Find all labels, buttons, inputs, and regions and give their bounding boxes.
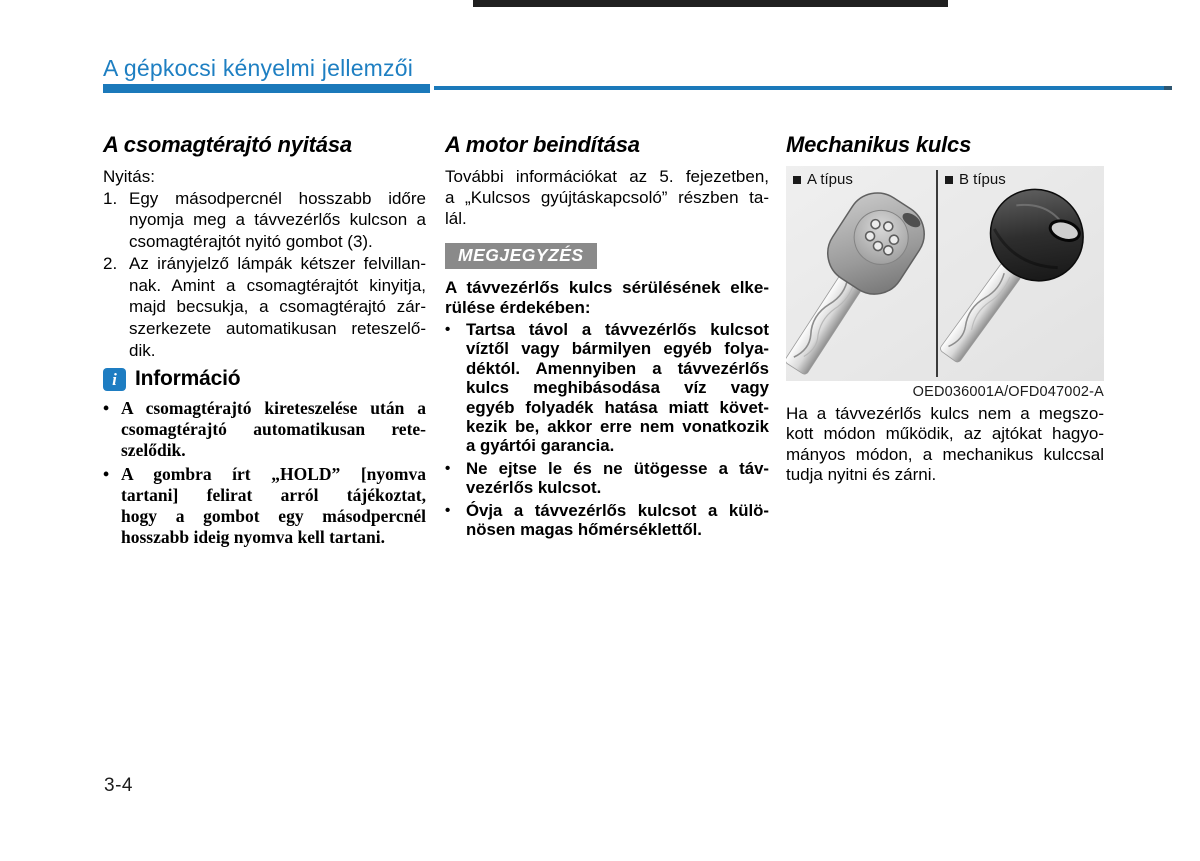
notice-bullet-text: Ne ejtse le és ne ütögesse a táv- vezérlős kulcsot. — [466, 458, 769, 498]
info-section — [103, 367, 426, 548]
key-types-illustration — [786, 166, 1104, 381]
header-rule-thick — [103, 84, 430, 93]
chapter-title: A gépkocsi kényelmi jellemzői — [103, 55, 414, 81]
page-number: 3-4 — [104, 775, 133, 796]
figure-label-text: A típus — [807, 171, 853, 188]
step-text: Egy másodpercnél hosszabb időre nyomja meg a távvezérlős kulcson a csomagtérajtót nyitó gombot (3). — [129, 188, 426, 252]
square-bullet-icon — [945, 176, 953, 184]
column-engine-start — [445, 132, 769, 542]
figure-caption: OED036001A/OFD047002-A — [912, 384, 1104, 400]
info-bullet-text: A gombra írt „HOLD” [nyomva tartani] felirat arról tájékoztat, hogy a gombot egy másodpercnél hosszabb ideig nyomva kell tartani. — [121, 464, 426, 548]
step-number: 2. — [103, 253, 118, 273]
bullet-icon: • — [445, 501, 451, 519]
bullet-icon: • — [445, 459, 451, 477]
notice-bullet-item — [445, 320, 769, 456]
notice-bullet-text: Tartsa távol a távvezérlős kulcsot víztől vagy bármilyen egyéb folya- déktól. Amennyiben a távvezérlős kulcs meghibásodása víz vagy egyéb folyadék hatása miatt követ- kezik be, akkor erre nem vonatkozik a gyártói garancia. — [466, 320, 769, 456]
bullet-icon: • — [103, 464, 110, 485]
chapter-index-bar — [473, 0, 948, 7]
bullet-icon: • — [103, 398, 110, 419]
square-bullet-icon — [793, 176, 801, 184]
step-text: Az irányjelző lámpák kétszer felvillan- nak. Amint a csomagtérajtót kinyitja, majd becsukja, a csomagtérajtó zár- szerkezete automatikusan reteszelő- dik. — [129, 253, 426, 360]
notice-bullet-item — [445, 459, 769, 498]
mechanical-key-paragraph: Ha a távvezérlős kulcs nem a megszo- kott módon működik, az ajtókat hagyo- mányos módon, a mechanikus kulccsal tudja nyitni és zárni. — [786, 404, 1104, 484]
info-bullet-item — [103, 464, 426, 548]
header-rule-thin — [434, 86, 1172, 90]
key-types-figure — [786, 166, 1104, 381]
column-trunk-opening — [103, 132, 426, 551]
engine-paragraph: További információkat az 5. fejezetben, a „Kulcsos gyújtáskapcsoló” részben ta- lál. — [445, 167, 769, 228]
info-icon: i — [103, 368, 126, 391]
bullet-icon: • — [445, 321, 451, 338]
notice-bullet-text: Óvja a távvezérlős kulcsot a külö- nösen magas hőmérséklettől. — [466, 500, 769, 540]
column-mechanical-key — [786, 132, 1104, 485]
numbered-step — [103, 253, 426, 362]
intro-line: Nyitás: — [103, 167, 155, 186]
notice-bullet-item — [445, 501, 769, 540]
numbered-step — [103, 188, 426, 253]
info-header — [103, 367, 426, 391]
notice-intro: A távvezérlős kulcs sérülésének elke- rülése érdekében: — [445, 278, 769, 317]
figure-label-type-b — [945, 171, 1006, 189]
info-bullet-text: A csomagtérajtó kireteszelése után a csomagtérajtó automatikusan rete- szelődik. — [121, 398, 426, 461]
info-title: Információ — [135, 367, 241, 391]
step-number: 1. — [103, 188, 118, 208]
figure-label-type-a — [793, 171, 853, 189]
section-title-mechanical-key: Mechanikus kulcs — [786, 132, 972, 157]
info-bullet-item — [103, 398, 426, 461]
section-title-trunk: A csomagtérajtó nyitása — [103, 132, 352, 157]
section-title-engine: A motor beindítása — [445, 132, 640, 157]
figure-label-text: B típus — [959, 171, 1006, 188]
notice-badge: MEGJEGYZÉS — [445, 243, 597, 269]
